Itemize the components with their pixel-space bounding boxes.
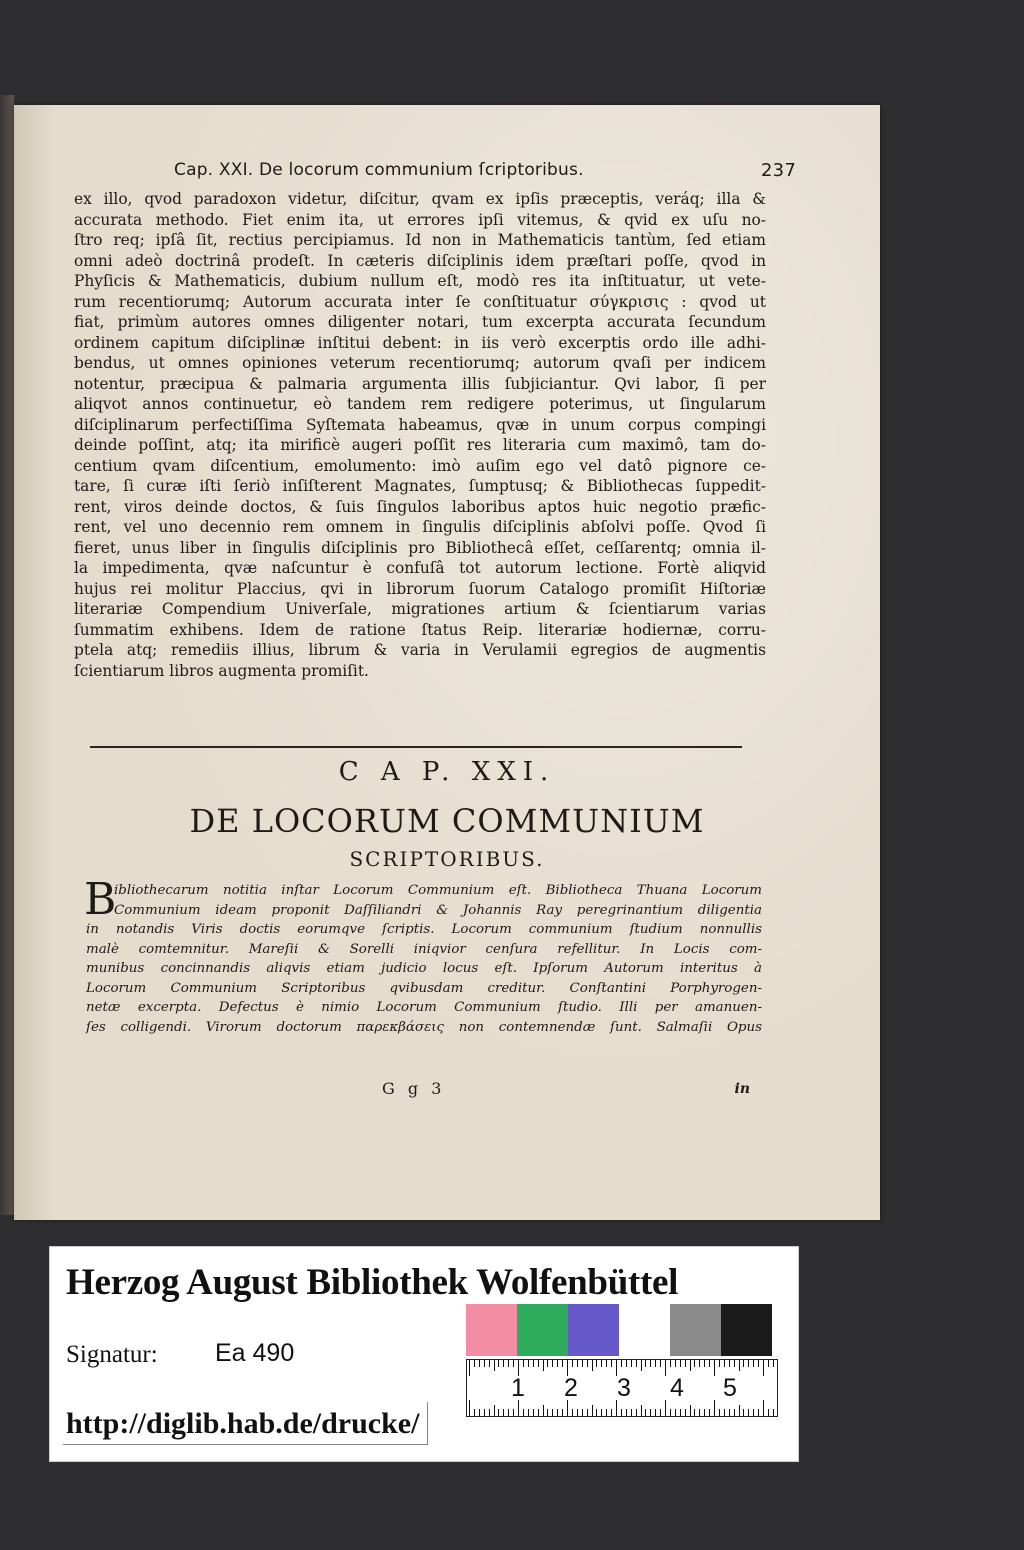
ruler-tick: [714, 1360, 715, 1376]
ruler-tick: [543, 1405, 544, 1416]
color-swatch: [670, 1304, 721, 1356]
paragraph-line: literariæ Compendium Univerſale, migrationes artium & ſcientiarum varias: [74, 600, 766, 618]
ruler-tick: [577, 1360, 578, 1367]
ruler-tick: [469, 1360, 470, 1376]
ruler-tick: [562, 1360, 563, 1367]
running-header-title: Cap. XXI. De locorum communium ſcriptoribus.: [174, 160, 584, 180]
ruler-tick: [724, 1409, 725, 1416]
summary-line: netæ excerpta. Defectus è nimio Locorum Communium ſtudio. Illi per amanuen-: [86, 1000, 762, 1015]
ruler-tick: [743, 1409, 744, 1416]
measurement-ruler: [466, 1359, 778, 1417]
book-page: [14, 105, 880, 1220]
chapter-subtitle: SCRIPTORIBUS.: [349, 847, 545, 871]
chapter-summary: [84, 874, 762, 1037]
ruler-tick: [631, 1409, 632, 1416]
ruler-tick: [699, 1409, 700, 1416]
ruler-tick: [479, 1360, 480, 1367]
ruler-tick: [753, 1409, 754, 1416]
paragraph-line: centium qvam diſcentium, emolumento: imò auſim ego vel datô pignore ce-: [74, 456, 766, 475]
ruler-tick: [606, 1409, 607, 1416]
ruler-tick: [513, 1409, 514, 1416]
color-swatch: [466, 1304, 517, 1356]
paragraph-line: diſciplinarum perfectiſſima Syſtemata habeamus, qvæ in unum corpus compingi: [74, 415, 766, 434]
ruler-tick: [552, 1409, 553, 1416]
paragraph-line: la impedimenta, qvæ naſcuntur è confuſâ tot autorum lectione. Fortè aliqvid: [74, 559, 766, 577]
ruler-tick: [753, 1360, 754, 1367]
ruler-tick: [479, 1409, 480, 1416]
ruler-number: 1: [511, 1374, 525, 1402]
summary-line: malè comtemnitur. Mareſii & Sorelli iniqvior cenſura refellitur. In Locis com-: [86, 941, 762, 957]
signatur-label: Signatur:: [66, 1341, 158, 1368]
ruler-tick: [557, 1360, 558, 1367]
ruler-tick: [636, 1360, 637, 1367]
summary-line: Communium ideam proponit Daſſiliandri & Johannis Ray peregrinantium diligentia: [114, 902, 762, 918]
ruler-tick: [513, 1360, 514, 1367]
ruler-number: 2: [564, 1374, 578, 1402]
ruler-tick: [489, 1409, 490, 1416]
ruler-tick: [636, 1409, 637, 1416]
ruler-tick: [503, 1360, 504, 1367]
color-swatch: [517, 1304, 568, 1356]
ruler-tick: [508, 1360, 509, 1367]
ruler-tick: [508, 1409, 509, 1416]
color-swatch: [619, 1304, 670, 1356]
ruler-tick: [768, 1360, 769, 1367]
ruler-tick: [680, 1360, 681, 1367]
ruler-tick: [494, 1360, 495, 1371]
ruler-tick: [719, 1409, 720, 1416]
paragraph-line: ex illo, qvod paradoxon videtur, diſcitur, qvam ex ipſis præceptis, veráq; illa &: [74, 190, 766, 208]
ruler-tick: [665, 1400, 666, 1416]
ruler-tick: [626, 1409, 627, 1416]
paragraph: [74, 189, 766, 681]
paragraph-line: ordinem capitum diſciplinæ inſtitui debent: in iis verò excerptis ordo ille adhi-: [74, 333, 766, 352]
ruler-tick: [582, 1360, 583, 1367]
color-calibration-strip: [466, 1304, 772, 1356]
ruler-tick: [665, 1360, 666, 1376]
ruler-tick: [670, 1360, 671, 1367]
ruler-tick: [577, 1409, 578, 1416]
ruler-number: 4: [670, 1374, 684, 1402]
paragraph-line: tare, ſi curæ iſti ſeriò inſiſterent Magnates, ſumptusq; & Bibliothecas ſuppedit-: [74, 477, 766, 495]
ruler-tick: [631, 1360, 632, 1367]
ruler-tick: [763, 1400, 764, 1416]
chapter-number: C A P. XXI.: [338, 757, 556, 787]
ruler-tick: [645, 1360, 646, 1367]
ruler-tick: [592, 1360, 593, 1371]
ruler-tick: [768, 1409, 769, 1416]
signatur-value: Ea 490: [215, 1339, 295, 1367]
ruler-tick: [675, 1360, 676, 1367]
paragraph-line: ptela atq; remediis illius, librum & varia in Verulamii egregios de augmentis: [74, 641, 766, 659]
library-url: http://diglib.hab.de/drucke/: [66, 1407, 420, 1440]
summary-line: in notandis Viris doctis eorumqve ſcriptis. Locorum communium ſtudium nonnullis: [86, 922, 762, 937]
ruler-tick: [655, 1360, 656, 1367]
ruler-tick: [557, 1409, 558, 1416]
ruler-tick: [709, 1409, 710, 1416]
color-swatch: [568, 1304, 619, 1356]
paragraph-line: fiat, primùm autores omnes diligenter notari, tum excerpta accurata ſecundum: [74, 313, 766, 331]
ruler-tick: [587, 1409, 588, 1416]
ruler-tick: [714, 1400, 715, 1416]
ruler-tick: [719, 1360, 720, 1367]
ruler-tick: [763, 1360, 764, 1376]
ruler-tick: [773, 1360, 774, 1367]
drop-cap: B: [84, 874, 117, 925]
ruler-tick: [523, 1360, 524, 1367]
paragraph-line: ſcientiarum libros augmenta promiſit.: [74, 661, 369, 680]
book-spine-edge: [0, 95, 14, 1215]
ruler-tick: [650, 1409, 651, 1416]
ruler-tick: [611, 1360, 612, 1367]
ruler-tick: [474, 1360, 475, 1367]
ruler-tick: [690, 1360, 691, 1371]
ruler-tick: [621, 1360, 622, 1367]
ruler-tick: [538, 1360, 539, 1367]
ruler-tick: [758, 1409, 759, 1416]
ruler-tick: [528, 1360, 529, 1367]
ruler-tick: [606, 1360, 607, 1367]
ruler-tick: [503, 1409, 504, 1416]
ruler-tick: [547, 1360, 548, 1367]
paragraph-line: Phyſicis & Mathematicis, dubium nullum eſt, modò res ita inſtituatur, ut vete-: [74, 272, 766, 290]
paragraph-line: rum recentiorumq; Autorum accurata inter ſe conſtituatur σύγκρισις : qvod ut: [74, 292, 766, 311]
ruler-tick: [533, 1360, 534, 1367]
ruler-tick: [572, 1360, 573, 1367]
ruler-tick: [734, 1409, 735, 1416]
ruler-tick: [547, 1409, 548, 1416]
ruler-tick: [709, 1360, 710, 1367]
catchword: in: [734, 1081, 750, 1097]
ruler-tick: [739, 1360, 740, 1371]
paragraph-line: bendus, ut omnes opiniones veterum recentiorumq; autorum qvaſi per indicem: [74, 354, 766, 372]
ruler-tick: [660, 1409, 661, 1416]
ruler-tick: [596, 1409, 597, 1416]
ruler-tick: [655, 1409, 656, 1416]
ruler-tick: [489, 1360, 490, 1367]
ruler-tick: [650, 1360, 651, 1367]
ruler-tick: [621, 1409, 622, 1416]
ruler-tick: [572, 1409, 573, 1416]
ruler-tick: [562, 1409, 563, 1416]
ruler-tick: [734, 1360, 735, 1367]
ruler-tick: [694, 1360, 695, 1367]
ruler-tick: [498, 1360, 499, 1367]
paragraph-line: fieret, unus liber in ſingulis diſciplinis pro Bibliothecâ eſſet, ceſſarentq; omnia il-: [74, 538, 766, 557]
summary-line: munibus concinnandis aliqvis etiam judicio locus eſt. Ipſorum Autorum interitus à: [86, 961, 762, 976]
ruler-tick: [704, 1409, 705, 1416]
ruler-tick: [484, 1360, 485, 1367]
ruler-tick: [596, 1360, 597, 1367]
ruler-tick: [660, 1360, 661, 1367]
ruler-tick: [641, 1360, 642, 1371]
ruler-tick: [641, 1405, 642, 1416]
ruler-tick: [582, 1409, 583, 1416]
ruler-tick: [675, 1409, 676, 1416]
ruler-tick: [533, 1409, 534, 1416]
ruler-tick: [690, 1405, 691, 1416]
ruler-tick: [694, 1409, 695, 1416]
ruler-tick: [685, 1360, 686, 1367]
ruler-tick: [724, 1360, 725, 1367]
signature-mark: G g 3: [382, 1079, 446, 1098]
running-header: [174, 160, 814, 180]
section-divider: [90, 746, 742, 748]
ruler-tick: [685, 1409, 686, 1416]
ruler-tick: [538, 1409, 539, 1416]
ruler-tick: [748, 1360, 749, 1367]
ruler-tick: [469, 1400, 470, 1416]
paragraph-line: accurata methodo. Fiet enim ita, ut errores ipſi vitemus, & qvid ex uſu no-: [74, 210, 766, 229]
ruler-tick: [739, 1405, 740, 1416]
ruler-tick: [494, 1405, 495, 1416]
paragraph-line: ſtro req; ipſâ ſit, rectius percipiamus. Id non in Mathematicis tantùm, ſed etiam: [74, 231, 766, 249]
ruler-tick: [773, 1409, 774, 1416]
paragraph-line: ſummatim exhibens. Idem de ratione ſtatus Reip. literariæ hodiernæ, corru-: [74, 620, 766, 639]
ruler-tick: [474, 1409, 475, 1416]
ruler-tick: [484, 1409, 485, 1416]
ruler-tick: [748, 1409, 749, 1416]
color-swatch: [721, 1304, 772, 1356]
ruler-tick: [699, 1360, 700, 1367]
summary-line: ſes colligendi. Virorum doctorum παρεκβάσεις non contemnendæ ſunt. Salmaſii Opus: [86, 1019, 762, 1035]
ruler-tick: [528, 1409, 529, 1416]
chapter-title: DE LOCORUM COMMUNIUM: [189, 802, 705, 840]
paragraph-line: deinde poſſint, atq; ita mirificè augeri poſſit res literaria cum maximô, tam do-: [74, 436, 766, 454]
ruler-tick: [587, 1360, 588, 1367]
ruler-tick: [601, 1409, 602, 1416]
ruler-tick: [743, 1360, 744, 1367]
ruler-tick: [601, 1360, 602, 1367]
ruler-tick: [729, 1360, 730, 1367]
ruler-tick: [552, 1360, 553, 1367]
ruler-tick: [626, 1360, 627, 1367]
library-label: [49, 1246, 799, 1462]
ruler-tick: [680, 1409, 681, 1416]
page-number: 237: [761, 160, 796, 181]
ruler-tick: [498, 1409, 499, 1416]
paragraph-line: rent, vel uno decennio rem omnem in ſingulis diſciplinis abſolvi poſſe. Qvod ſi: [74, 518, 766, 536]
ruler-number: 5: [723, 1374, 737, 1402]
paragraph-line: hujus rei molitur Placcius, qvi in librorum ſuorum Catalogo promiſit Hiſtoriæ: [74, 579, 766, 598]
paragraph-line: omni adeò doctrinâ prodeſt. In cæteris diſciplinis idem præſtari poſſe, qvod in: [74, 251, 766, 270]
ruler-tick: [704, 1360, 705, 1367]
summary-line: ibliothecarum notitia inſtar Locorum Communium eſt. Bibliotheca Thuana Locorum: [114, 883, 762, 898]
ruler-tick: [670, 1409, 671, 1416]
ruler-tick: [645, 1409, 646, 1416]
ruler-tick: [592, 1405, 593, 1416]
summary-line: Locorum Communium Scriptoribus qvibusdam creditur. Conſtantini Porphyrogen-: [86, 980, 762, 996]
paragraph-line: rent, viros deinde doctos, & ſuis ſingulos laboribus aptos huic negotio præfic-: [74, 497, 766, 516]
ruler-number: 3: [617, 1374, 631, 1402]
ruler-tick: [611, 1409, 612, 1416]
ruler-tick: [758, 1360, 759, 1367]
paragraph-line: notentur, præcipua & palmaria argumenta illis ſubjiciantur. Qvi labor, ſi per: [74, 374, 766, 393]
paragraph-line: aliqvot annos continuetur, eò tandem rem redigere poterimus, ut ſingularum: [74, 395, 766, 413]
ruler-tick: [543, 1360, 544, 1371]
ruler-tick: [729, 1409, 730, 1416]
ruler-tick: [523, 1409, 524, 1416]
library-name: Herzog August Bibliothek Wolfenbüttel: [66, 1262, 679, 1303]
